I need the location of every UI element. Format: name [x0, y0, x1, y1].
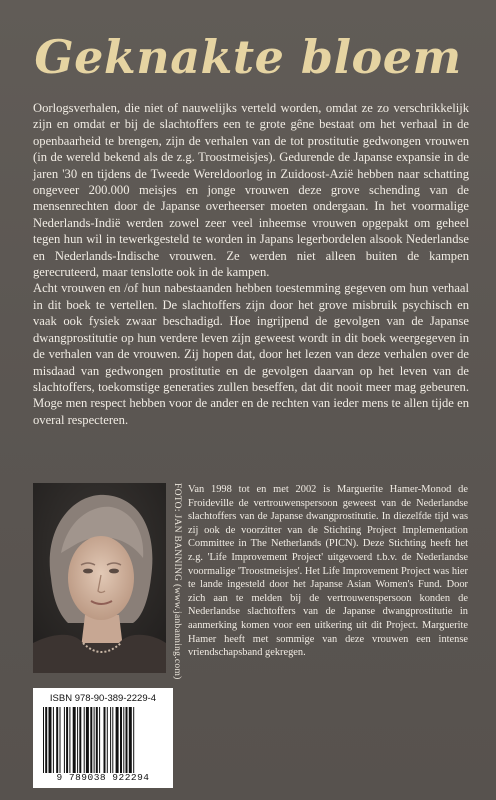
isbn-label: ISBN 978-90-389-2229-4 — [49, 693, 157, 704]
barcode — [33, 688, 173, 788]
photo-credit — [166, 483, 186, 680]
blurb-paragraph-1: Oorlogsverhalen, die niet of nauwelijks verteld worden, omdat ze zo verschrikkelijk zijn en omdat er bij de slachtoffers een te grote gêne bestaat om het verhaal in de openbaarheid te brengen, zijn de verhalen van de tot prostitutie gedwongen vrouwen (in de wereld bekend als de z.g. Troostmeisjes). Gedurende de Japanse expansie in de jaren '30 en tijdens de Tweede Wereldoorlog in Zuidoost-Azië hebben naar schatting ongeveer 200.000 meisjes en jonge vrouwen deze grove schending van de mensenrechten door de Japanse overheerser moeten ondergaan. In het voormalige Nederlands-Indië werden zowel zeer veel inheemse vrouwen opgepakt om geheel tegen hun wil in tewerkgesteld te worden in Japans legerbordelen alsook Nederlandse en Nederlands-Indische vrouwen. Ze werden niet alleen buiten de kampen gerecruteerd, maar tenslotte ook in de kampen. — [33, 101, 469, 280]
barcode-number: 9 789038 922294 — [56, 772, 150, 783]
blurb-paragraph-2: Acht vrouwen en /of hun nabestaanden hebben toestemming gegeven om hun verhaal in dit boek te vertellen. De slachtoffers zijn door het grove misbruik psychisch en vaak ook fysiek zwaar beschadigd. Hoe ingrijpend de gevolgen van de Japanse dwangprostitutie op hun verdere leven zijn geweest wordt in dit boek weergegeven in de verhalen van de vrouwen. Zij hopen dat, door het lezen van deze verhalen over de misdaad van gedwongen prostitutie en de gevolgen daarvan op het leven van de slachtoffers, toekomstige generaties zullen beseffen, dat dit nooit meer mag gebeuren. Moge men respect hebben voor de ander en de rechten van ieder mens te allen tijde en overal respecteren. — [33, 281, 469, 427]
barcode-bars — [43, 707, 163, 773]
author-bio: Van 1998 tot en met 2002 is Marguerite Hamer-Monod de Froideville de vertrouwenspersoon geweest van de Nederlandse slachtoffers van de Japanse dwangprostitutie. In diezelfde tijd was zij ook de voorzitter van de Stichting Project Implementation Committee in The Netherlands (PICN). Deze Stichting heeft het z.g. 'Life Improvement Project' uitgevoerd t.b.v. de Nederlandse voormalige 'Troostmeisjes'. Het Life Improvement Project was hier te lande ingesteld door het Japanse Asian Women's Fund. Door zich aan te melden bij de vertrouwenspersoon konden de Nederlandse slachtoffers van de Japanse dwangprostitutie in aanmerking komen voor een uitkering uit dit Project. Marguerite Hamer heeft met sommige van deze vrouwen een intense vriendschapsband gekregen. — [188, 484, 468, 659]
photo-credit-text: FOTO: JAN BANNING (www.janbanning.com) — [172, 483, 182, 680]
author-photo — [33, 483, 166, 673]
book-title: Geknakte bloem — [34, 30, 462, 84]
blurb — [33, 100, 469, 428]
